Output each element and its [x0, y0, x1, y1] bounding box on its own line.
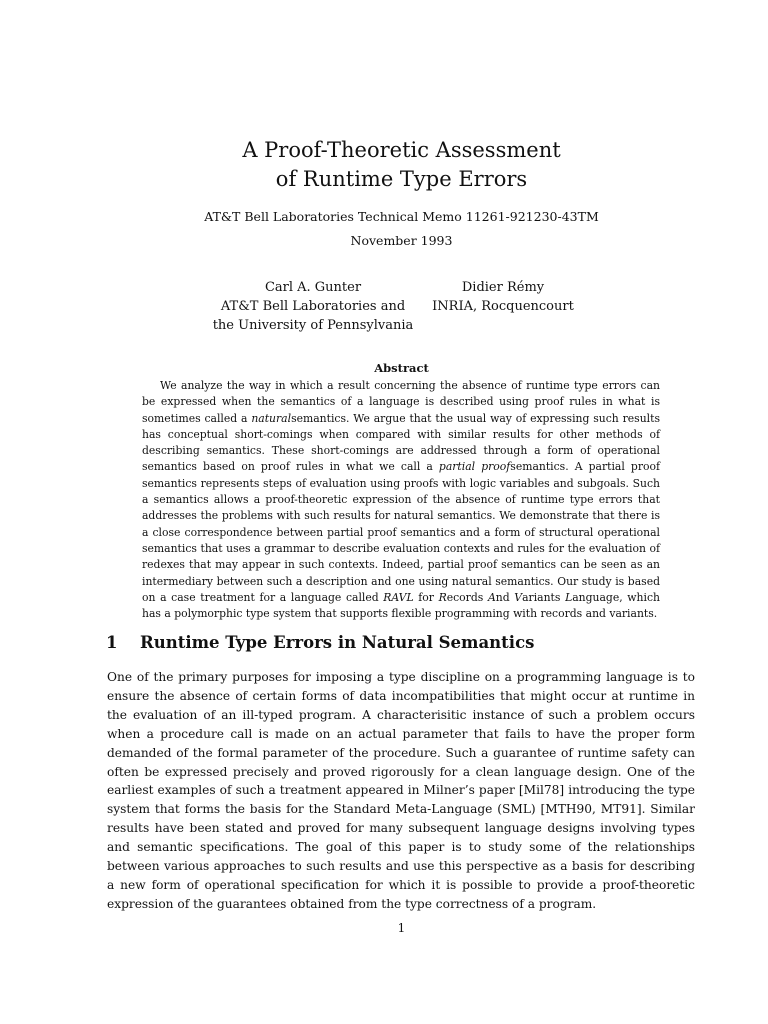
abstract-text: We analyze the way in which a result concerning the absence of runtime type errors can be expressed when the semantics of a language is described using proof rules in what is sometimes called a [142, 379, 660, 425]
abstract-emphasis: V [514, 590, 523, 604]
abstract-text: semantics. A partial proof semantics represents steps of evaluation using proofs with logic variables and subgoals. Such a semantics allows a proof-theoretic expression of the absence of runtime type errors that addresses the problems with such results for natural semantics. We demonstrate that there is a close correspondence between partial proof semantics and a form of structural operational semantics that uses a grammar to describe evaluation contexts and rules for the evaluation of redexes that may appear in such contexts. Indeed, partial proof semantics can be seen as an intermediary between such a description and one using natural semantics. Our study is based on a case treatment for a language called [142, 460, 660, 604]
abstract-text: semantics. We argue that the usual way of expressing such results has conceptual short-comings when compared with similar results for other methods of describing semantics. These short-comings are addressed through a form of operational semantics based on proof rules in what we call a [142, 411, 660, 474]
section-body-paragraph: One of the primary purposes for imposing a type discipline on a programming language is to ensure the absence of certain forms of data incompatibilities that might occur at runtime in the evaluation of an ill-typed program. A characterisitic instance of such a problem occurs when a procedure call is made on an actual parameter that fails to have the proper form demanded of the formal parameter of the procedure. Such a guarantee of runtime safety can often be expressed precisely and proved rigorously for a clean language design. One of the earliest examples of such a treatment appeared in Milner’s paper [Mil78] introducing the type system that forms the basis for the Standard Meta-Language (SML) [MTH90, MT91]. Similar results have been stated and proved for many subsequent language designs involving types and semantic specifications. The goal of this paper is to study some of the relationships between various approaches to such results and use this perspective as a basis for describing a new form of operational specification for which it is possible to provide a proof-theoretic expression of the guarantees obtained from the type correctness of a program. [107, 670, 695, 911]
abstract-heading: Abstract [374, 361, 429, 375]
author-affiliation: AT&T Bell Laboratories and [220, 299, 406, 314]
publication-date: November 1993 [350, 233, 453, 248]
author-name: Carl A. Gunter [264, 280, 362, 295]
section-number: 1 [106, 633, 118, 652]
title-line-2: of Runtime Type Errors [275, 167, 528, 191]
technical-memo-line: AT&T Bell Laboratories Technical Memo 11261-921230-43TM [204, 209, 599, 224]
abstract-emphasis: natural [251, 411, 292, 425]
section-title: Runtime Type Errors in Natural Semantics [140, 633, 535, 652]
abstract-text: nd [495, 590, 515, 604]
author-name: Didier Rémy [461, 280, 545, 295]
page-number: 1 [397, 921, 406, 935]
title-line-1: A Proof-Theoretic Assessment [242, 138, 561, 162]
abstract-emphasis: partial proof [438, 460, 511, 474]
abstract-emphasis: L [565, 590, 573, 604]
abstract-emphasis: A [487, 590, 496, 604]
abstract-text: ecords [446, 590, 488, 604]
abstract-text: for [413, 590, 439, 604]
abstract-body [142, 378, 660, 622]
paper-title [0, 136, 768, 194]
abstract-emphasis: RAVL [383, 590, 414, 604]
abstract-emphasis: R [438, 590, 447, 604]
author-block-gunter [200, 278, 426, 335]
section-heading [106, 633, 534, 652]
abstract-text: anguage, which has a polymorphic type system that supports flexible programming with records and variants. [142, 590, 660, 621]
author-affiliation: INRIA, Rocquencourt [432, 299, 574, 314]
author-block-remy [430, 278, 576, 316]
author-affiliation: the University of Pennsylvania [212, 318, 414, 333]
abstract-text: ariants [522, 590, 566, 604]
